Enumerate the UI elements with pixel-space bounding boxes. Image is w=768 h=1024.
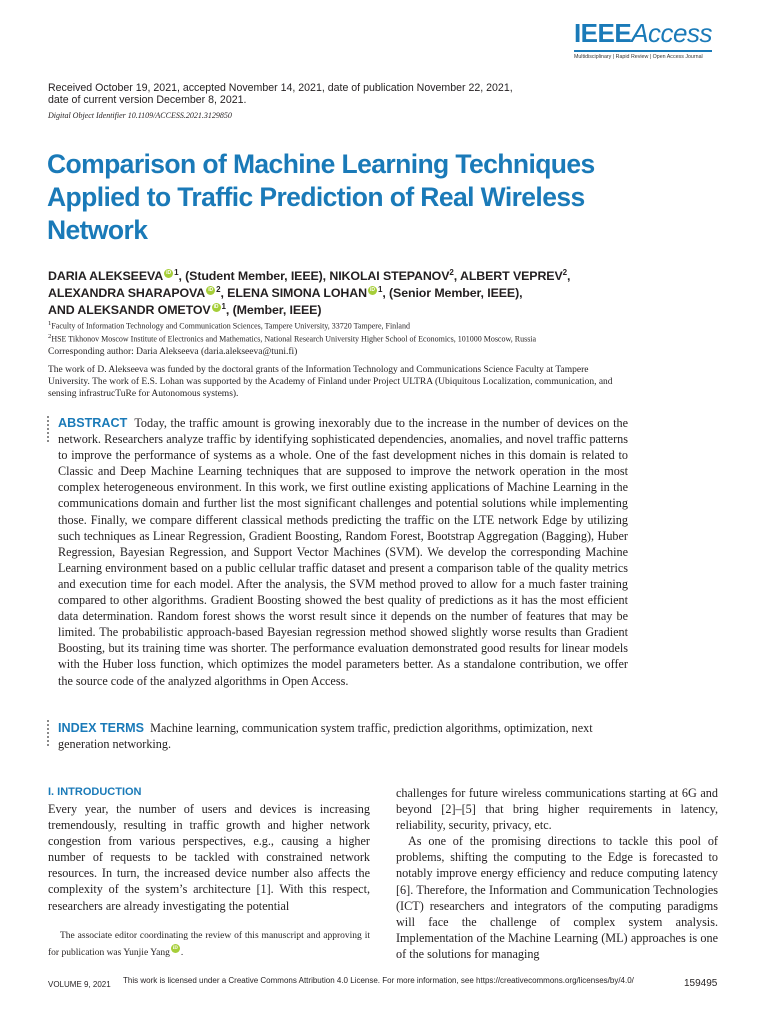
affil-mark: 1 bbox=[221, 302, 226, 311]
footnote-end: . bbox=[180, 948, 184, 958]
orcid-icon[interactable]: iD bbox=[206, 286, 215, 295]
received-dates: Received October 19, 2021, accepted November 14, 2021, date of publication November 22, 2021, date of current version December 8, 2021. bbox=[48, 82, 513, 106]
abstract bbox=[58, 415, 628, 689]
logo-ieee: IEEE bbox=[573, 18, 632, 48]
author-role: , (Senior Member, IEEE), bbox=[382, 286, 523, 300]
affiliation-2 bbox=[48, 332, 728, 345]
section-marker bbox=[47, 720, 51, 746]
author-name: ALEXANDRA SHARAPOVA bbox=[48, 286, 206, 300]
author-line-1 bbox=[48, 268, 728, 285]
author-line-2 bbox=[48, 285, 728, 302]
footer-volume: VOLUME 9, 2021 bbox=[48, 980, 111, 989]
abstract-label: ABSTRACT bbox=[58, 416, 128, 430]
index-terms bbox=[58, 720, 628, 752]
affil-mark: 2 bbox=[449, 268, 454, 277]
author-name: , (Student Member, IEEE), NIKOLAI STEPANOV bbox=[178, 269, 450, 283]
page-number: 159495 bbox=[684, 978, 718, 989]
author-name: , ALBERT VEPREV bbox=[453, 269, 563, 283]
corresponding-author: Corresponding author: Daria Alekseeva (daria.alekseeva@tuni.fi) bbox=[48, 347, 298, 357]
author-name: DARIA ALEKSEEVA bbox=[48, 269, 164, 283]
affil-mark: 1 bbox=[377, 285, 383, 294]
orcid-icon[interactable]: iD bbox=[212, 303, 221, 312]
author-list bbox=[48, 268, 728, 319]
logo-rule bbox=[574, 50, 712, 52]
affil-num: 1 bbox=[48, 320, 52, 327]
affil-mark: 2 bbox=[216, 285, 221, 294]
separator: , bbox=[567, 269, 571, 283]
index-terms-text: Machine learning, communication system traffic, prediction algorithms, optimization, next generation networking. bbox=[58, 721, 593, 752]
affil-mark: 1 bbox=[174, 268, 179, 277]
logo-access: Access bbox=[631, 18, 712, 48]
affil-mark: 2 bbox=[562, 268, 567, 277]
index-terms-label: INDEX TERMS bbox=[58, 721, 145, 735]
footnote-text: The associate editor coordinating the review of this manuscript and approving it for publication was Yunjie Yang bbox=[48, 931, 370, 958]
paper-title: Comparison of Machine Learning Techniques Applied to Traffic Prediction of Real Wireless Network bbox=[47, 149, 595, 245]
affil-num: 2 bbox=[48, 332, 52, 340]
logo-tagline: Multidisciplinary | Rapid Review | Open Access Journal bbox=[573, 54, 703, 60]
author-role: , (Member, IEEE) bbox=[225, 303, 322, 317]
footer-license[interactable]: This work is licensed under a Creative Commons Attribution 4.0 License. For more information, see https://creativecommons.org/licenses/by/4.0/ bbox=[123, 976, 634, 985]
affil-text: Faculty of Information Technology and Communication Sciences, Tampere University, 33720 Tampere, Finland bbox=[51, 321, 410, 331]
author-name: , ELENA SIMONA LOHAN bbox=[220, 286, 367, 300]
intro-column-2 bbox=[396, 785, 718, 962]
paragraph: As one of the promising directions to tackle this pool of problems, shifting the computing to the Edge is forecasted to notably improve energy efficiency and reduce computing latency [6]. Therefore, the Information and Communication Technologies (ICT) researchers and integrators of the computing paradigms will face the challenge of complex system analysis. Implementation of the Machine Learning (ML) approaches is one of the solutions for managing bbox=[396, 834, 718, 961]
author-line-3 bbox=[48, 302, 728, 319]
affiliation-1 bbox=[48, 319, 728, 332]
doi[interactable]: Digital Object Identifier 10.1109/ACCESS.2021.3129850 bbox=[48, 111, 232, 120]
orcid-icon[interactable]: iD bbox=[172, 946, 178, 951]
section-heading: I. INTRODUCTION bbox=[48, 786, 142, 798]
affil-text: HSE Tikhonov Moscow Institute of Electronics and Mathematics, National Research University Higher School of Economics, 101000 Moscow, Russia bbox=[51, 334, 537, 344]
journal-logo bbox=[574, 20, 712, 60]
abstract-text: Today, the traffic amount is growing inexorably due to the increase in the number of devices on the network. Researchers analyze traffic by identifying sophisticated dependencies, anomalies, and novel traffic patterns to improve the performance of systems as a whole. One of the fast development niches in this domain is related to Classic and Deep Machine Learning techniques that are supposed to improve the network operation in the most complex heterogeneous environment. In this work, we first outline existing applications of Machine Learning in the communications domain and further list the most significant challenges and potential solutions while implementing those. Finally, we compare different classical methods predicting the traffic on the LTE network Edge by utilizing such techniques as Linear Regression, Gradient Boosting, Random Forest, Bootstrap Aggregation (Bagging), Huber Regression, Bayesian Regression, and Support Vector Machines (SVM). We develop the corresponding Machine Learning environment based on a public cellular traffic dataset and present a comparison table of the quality metrics and execution time for each model. After the analysis, the SVM method proved to allow for a much faster training compared to other algorithms. Gradient Boosting showed the best quality of predictions as it has the most efficient data determination. Random forest shows the worst result since it depends on the number of features that may be limited. The probabilistic approach-based Bayesian regression method showed slightly worse results than Gradient Boosting, but its training time was shorter. The performance evaluation demonstrated good results for linear models with the Huber loss function, which optimizes the model parameters better. As a standalone contribution, we offer the source code of the analyzed algorithms in Open Access. bbox=[58, 416, 629, 688]
author-name: AND ALEKSANDR OMETOV bbox=[48, 303, 211, 317]
editor-footnote bbox=[48, 929, 370, 961]
orcid-icon[interactable]: iD bbox=[164, 269, 173, 278]
paragraph: challenges for future wireless communications starting at 6G and beyond [2]–[5] that bring higher requirements in latency, reliability, security, privacy, etc. bbox=[396, 786, 718, 833]
section-marker bbox=[47, 416, 51, 442]
orcid-icon[interactable]: iD bbox=[368, 286, 377, 295]
affiliations bbox=[48, 319, 728, 344]
funding-note: The work of D. Alekseeva was funded by the doctoral grants of the Information Technology and Communications Science Faculty at Tampere University. The work of E.S. Lohan was supported by the Academy of Finland under Project ULTRA (Ubiquitous Localization, communication, and sensing infrastrucTuRe for Autonomous systems). bbox=[48, 365, 613, 399]
intro-column-1: Every year, the number of users and devices is increasing tremendously, resulting in traffic growth and higher network congestion from various perspectives, e.g., causing a higher number of requests to be tackled with constrained network resources. In turn, the increased device number also affects the complexity of the system’s architecture [1]. With this respect, researchers are already investigating the potential bbox=[48, 802, 370, 913]
